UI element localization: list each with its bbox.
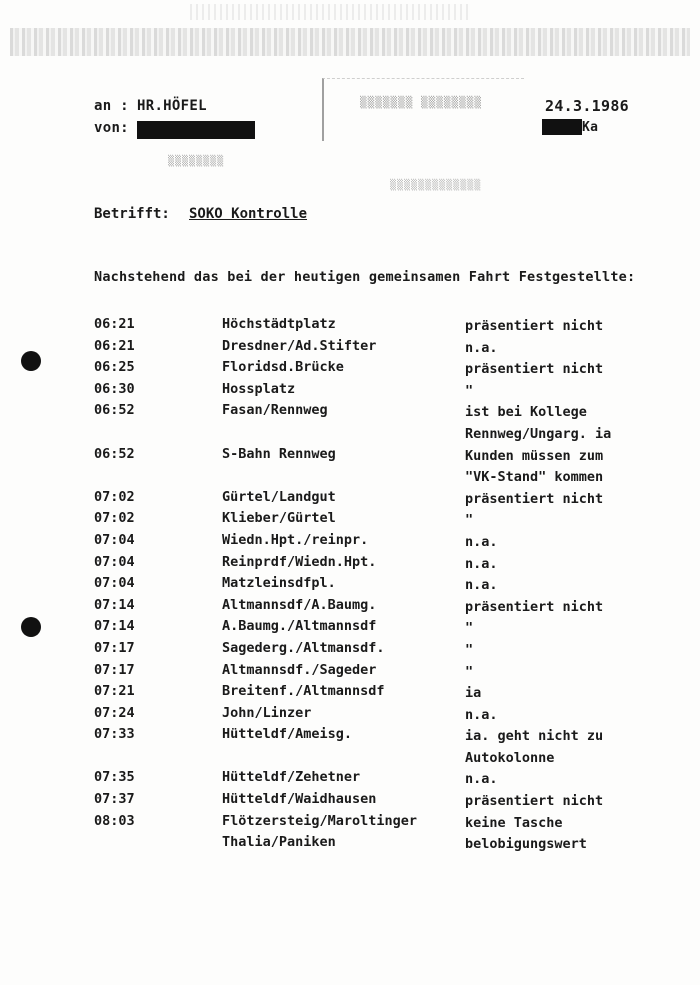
entry-time: 07:02 bbox=[94, 510, 135, 527]
entry-location: Dresdner/Ad.Stifter bbox=[222, 337, 377, 354]
list-item bbox=[0, 791, 700, 813]
entry-note: n.a. bbox=[465, 771, 498, 788]
stamp-smudge: ▒▒▒▒▒▒▒ ▒▒▒▒▒▒▒▒ bbox=[360, 96, 482, 109]
entry-time: 07:04 bbox=[94, 531, 135, 548]
punch-hole bbox=[21, 351, 41, 371]
subject-label: Betrifft: bbox=[94, 206, 170, 222]
entry-location: A.Baumg./Altmannsdf bbox=[222, 618, 377, 635]
list-item bbox=[0, 726, 700, 769]
entry-time: 07:04 bbox=[94, 575, 135, 592]
entry-note: Kunden müssen zum "VK-Stand" kommen bbox=[465, 447, 604, 486]
entry-note: präsentiert nicht bbox=[465, 598, 604, 615]
entry-location: Höchstädtplatz bbox=[222, 316, 336, 332]
entry-time: 07:35 bbox=[94, 769, 135, 786]
entry-note: " bbox=[465, 382, 474, 399]
list-item bbox=[0, 510, 700, 532]
entry-note: belobigungswert bbox=[465, 836, 587, 853]
entry-note: n.a. bbox=[465, 555, 498, 572]
entry-time: 06:52 bbox=[94, 402, 135, 419]
entry-location: Reinprdf/Wiedn.Hpt. bbox=[222, 553, 377, 570]
entry-note: präsentiert nicht bbox=[465, 490, 604, 507]
entry-location: Floridsd.Brücke bbox=[222, 359, 344, 376]
list-item bbox=[0, 683, 700, 705]
entry-location: Breitenf./Altmannsdf bbox=[222, 683, 385, 700]
entry-location: John/Linzer bbox=[222, 704, 312, 721]
entry-location: Hütteldf/Waidhausen bbox=[222, 791, 377, 808]
entry-location: Sagederg./Altmansdf. bbox=[222, 639, 385, 656]
entry-time: 07:14 bbox=[94, 618, 135, 635]
entry-location: Hütteldf/Ameisg. bbox=[222, 726, 353, 743]
entry-note: " bbox=[465, 512, 474, 529]
entry-note: " bbox=[465, 663, 474, 680]
faded-marking: ▒▒▒▒▒▒▒▒ bbox=[168, 156, 225, 167]
entry-note: ia bbox=[465, 685, 482, 702]
entry-note: präsentiert nicht bbox=[465, 793, 604, 810]
entry-note: n.a. bbox=[465, 577, 498, 594]
entry-location: Hossplatz bbox=[222, 380, 296, 397]
list-item bbox=[0, 381, 700, 403]
entry-time: 06:25 bbox=[94, 359, 135, 376]
entry-location: Matzleinsdfpl. bbox=[222, 575, 336, 592]
list-item bbox=[0, 402, 700, 445]
punch-hole bbox=[21, 617, 41, 637]
entry-note: " bbox=[465, 620, 474, 637]
entry-note: präsentiert nicht bbox=[465, 361, 604, 378]
entry-time: 07:17 bbox=[94, 661, 135, 678]
recipient-name: HR.HÖFEL bbox=[137, 98, 207, 114]
intro-sentence: Nachstehend das bei der heutigen gemeinsamen Fahrt Festgestellte: bbox=[94, 269, 636, 285]
list-item bbox=[0, 359, 700, 381]
list-item bbox=[0, 597, 700, 619]
entry-time: 08:03 bbox=[94, 812, 135, 829]
entry-location: Klieber/Gürtel bbox=[222, 510, 336, 527]
list-item bbox=[0, 338, 700, 360]
list-item bbox=[0, 813, 700, 835]
entry-location: Fasan/Rennweg bbox=[222, 402, 328, 419]
photocopy-noise bbox=[190, 4, 470, 20]
list-item bbox=[0, 662, 700, 684]
entry-note: ist bei Kollege Rennweg/Ungarg. ia bbox=[465, 404, 612, 442]
reference-redaction bbox=[542, 119, 582, 135]
photocopy-noise bbox=[10, 28, 690, 56]
entry-time: 06:21 bbox=[94, 316, 135, 332]
recipient-label: an : bbox=[94, 98, 129, 114]
entry-time: 07:37 bbox=[94, 791, 135, 808]
entry-note: n.a. bbox=[465, 706, 498, 723]
reference-suffix: Ka bbox=[582, 120, 599, 135]
memo-date: 24.3.1986 bbox=[545, 97, 629, 115]
entry-time: 06:21 bbox=[94, 337, 135, 354]
entry-location: Thalia/Paniken bbox=[222, 834, 336, 851]
entry-time: 07:14 bbox=[94, 596, 135, 613]
list-item bbox=[0, 640, 700, 662]
entry-note: " bbox=[465, 641, 474, 658]
entry-time: 07:17 bbox=[94, 639, 135, 656]
subject-value: SOKO Kontrolle bbox=[189, 206, 308, 222]
sender-label: von: bbox=[94, 120, 129, 136]
entry-note: n.a. bbox=[465, 533, 498, 550]
received-stamp bbox=[322, 78, 524, 141]
entry-location: Flötzersteig/Maroltinger bbox=[222, 812, 418, 829]
entry-location: Gürtel/Landgut bbox=[222, 488, 336, 505]
entry-time: 07:24 bbox=[94, 704, 135, 721]
list-item bbox=[0, 575, 700, 597]
entry-note: n.a. bbox=[465, 339, 498, 356]
list-item bbox=[0, 769, 700, 791]
entry-location: Wiedn.Hpt./reinpr. bbox=[222, 531, 369, 548]
list-item bbox=[0, 489, 700, 511]
entry-note: ia. geht nicht zu Autokolonne bbox=[465, 728, 604, 766]
entry-location: S-Bahn Rennweg bbox=[222, 445, 336, 462]
faded-marking: ▒▒▒▒▒▒▒▒▒▒▒▒▒ bbox=[390, 180, 482, 191]
entry-location: Altmannsdf/A.Baumg. bbox=[222, 596, 377, 613]
list-item bbox=[0, 532, 700, 554]
list-item bbox=[0, 446, 700, 489]
list-item bbox=[0, 554, 700, 576]
entry-time: 07:04 bbox=[94, 553, 135, 570]
entry-time: 07:33 bbox=[94, 726, 135, 743]
list-item bbox=[0, 618, 700, 640]
entry-time: 07:21 bbox=[94, 683, 135, 700]
entry-location: Hütteldf/Zehetner bbox=[222, 769, 361, 786]
entry-time: 06:52 bbox=[94, 445, 135, 462]
sender-redaction bbox=[137, 121, 255, 139]
inspection-list bbox=[0, 316, 700, 856]
entry-time: 06:30 bbox=[94, 380, 135, 397]
entry-note: keine Tasche bbox=[465, 814, 563, 831]
entry-time: 07:02 bbox=[94, 488, 135, 505]
entry-location: Altmannsdf./Sageder bbox=[222, 661, 377, 678]
list-item bbox=[0, 834, 700, 856]
list-item bbox=[0, 705, 700, 727]
entry-note: präsentiert nicht bbox=[465, 318, 604, 334]
list-item bbox=[0, 316, 700, 338]
